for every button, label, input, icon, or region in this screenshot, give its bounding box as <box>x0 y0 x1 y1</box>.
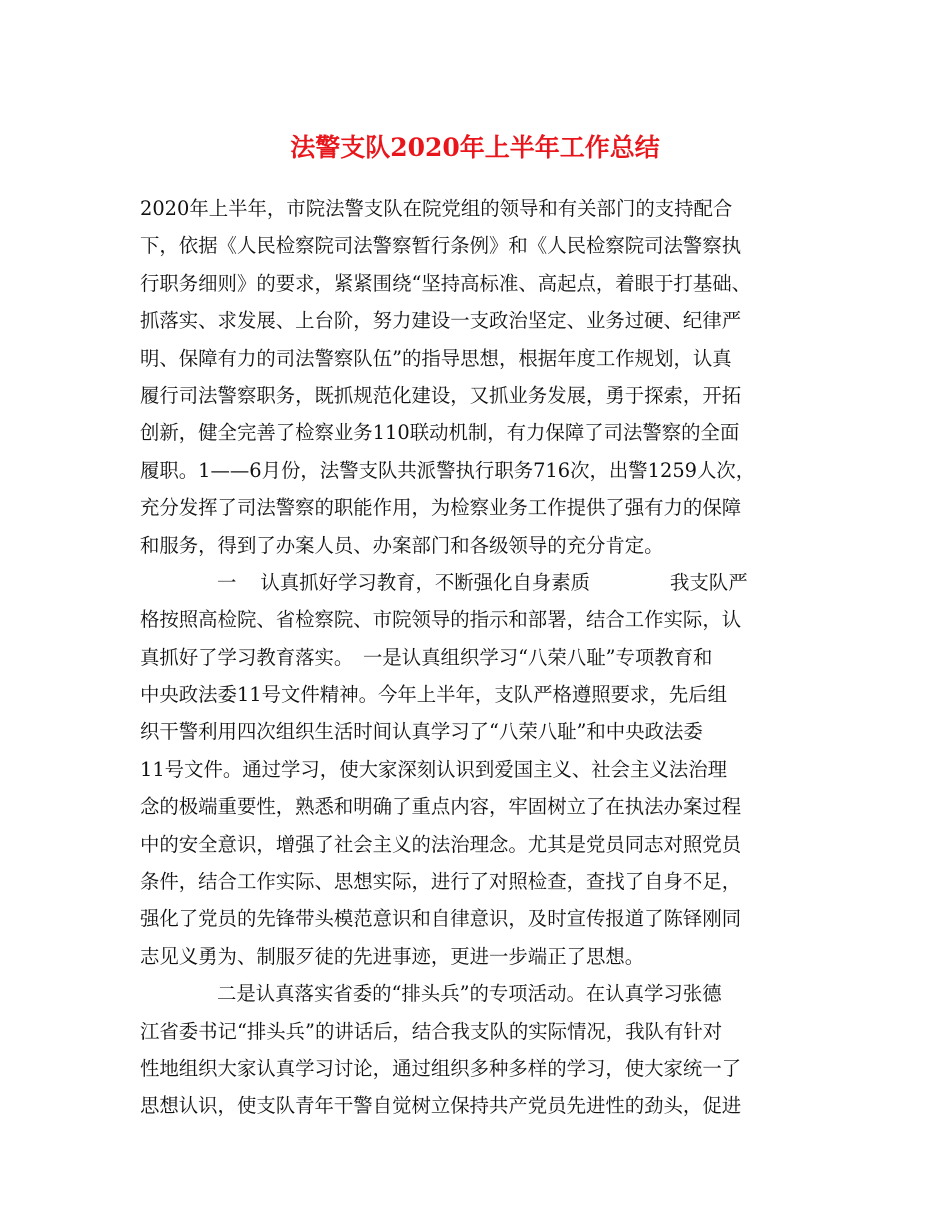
text-line: 真抓好了学习教育落实。 一是认真组织学习“八荣八耻”专项教育和 <box>140 645 713 669</box>
document-title: 法警支队2020年上半年工作总结 <box>290 133 660 162</box>
text-line: 和服务，得到了办案人员、办案部门和各级领导的充分肯定。 <box>140 533 664 557</box>
text-line: 织干警利用四次组织生活时间认真学习了“八荣八耻”和中央政法委 <box>140 720 703 744</box>
text-line: 充分发挥了司法警察的职能作用，为检察业务工作提供了强有力的保障 <box>140 496 742 520</box>
text-line: 行职务细则》的要求，紧紧围绕“坚持高标准、高起点，着眼于打基础、 <box>140 271 752 295</box>
text-line: 条件，结合工作实际、思想实际，进行了对照检查，查找了自身不足， <box>140 870 742 894</box>
text-line: 履行司法警察职务，既抓规范化建设，又抓业务发展，勇于探索，开拓 <box>140 383 742 407</box>
section-heading: 认真抓好学习教育，不断强化自身素质 <box>260 570 591 594</box>
section-lead-text: 我支队严 <box>670 570 748 594</box>
text-line: 下，依据《人民检察院司法警察暂行条例》和《人民检察院司法警察执 <box>140 234 742 258</box>
text-line: 履职。1——6月份，法警支队共派警执行职务716次，出警1259人次， <box>140 458 756 482</box>
text-line: 思想认识，使支队青年干警自觉树立保持共产党员先进性的劲头，促进 <box>140 1094 742 1118</box>
text-line: 江省委书记“排头兵”的讲话后，结合我支队的实际情况，我队有针对 <box>140 1019 723 1043</box>
document-body <box>140 190 820 1125</box>
text-line: 中的安全意识，增强了社会主义的法治理念。尤其是党员同志对照党员 <box>140 832 742 856</box>
section-number: 一 <box>217 570 237 594</box>
section-heading-line <box>140 564 820 601</box>
text-line: 2020年上半年，市院法警支队在院党组的领导和有关部门的支持配合 <box>140 197 733 220</box>
paragraph-first-line: 二是认真落实省委的“排头兵”的专项活动。在认真学习张德 <box>217 982 722 1006</box>
text-line: 中央政法委11号文件精神。今年上半年，支队严格遵照要求，先后组 <box>140 683 728 707</box>
text-line: 创新，健全完善了检察业务110联动机制，有力保障了司法警察的全面 <box>140 421 740 445</box>
text-line: 抓落实、求发展、上台阶，努力建设一支政治坚定、业务过硬、纪律严 <box>140 309 742 333</box>
text-line: 性地组织大家认真学习讨论，通过组织多种多样的学习，使大家统一了 <box>140 1056 742 1080</box>
text-line: 11号文件。通过学习，使大家深刻认识到爱国主义、社会主义法治理 <box>140 757 728 781</box>
text-line: 明、保障有力的司法警察队伍”的指导思想，根据年度工作规划，认真 <box>140 346 732 370</box>
text-line: 强化了党员的先锋带头模范意识和自律意识，及时宣传报道了陈铎刚同 <box>140 907 742 931</box>
text-line: 格按照高检院、省检察院、市院领导的指示和部署，结合工作实际，认 <box>140 608 742 632</box>
text-line: 志见义勇为、制服歹徒的先进事迹，更进一步端正了思想。 <box>140 944 645 968</box>
text-line: 念的极端重要性，熟悉和明确了重点内容，牢固树立了在执法办案过程 <box>140 795 742 819</box>
